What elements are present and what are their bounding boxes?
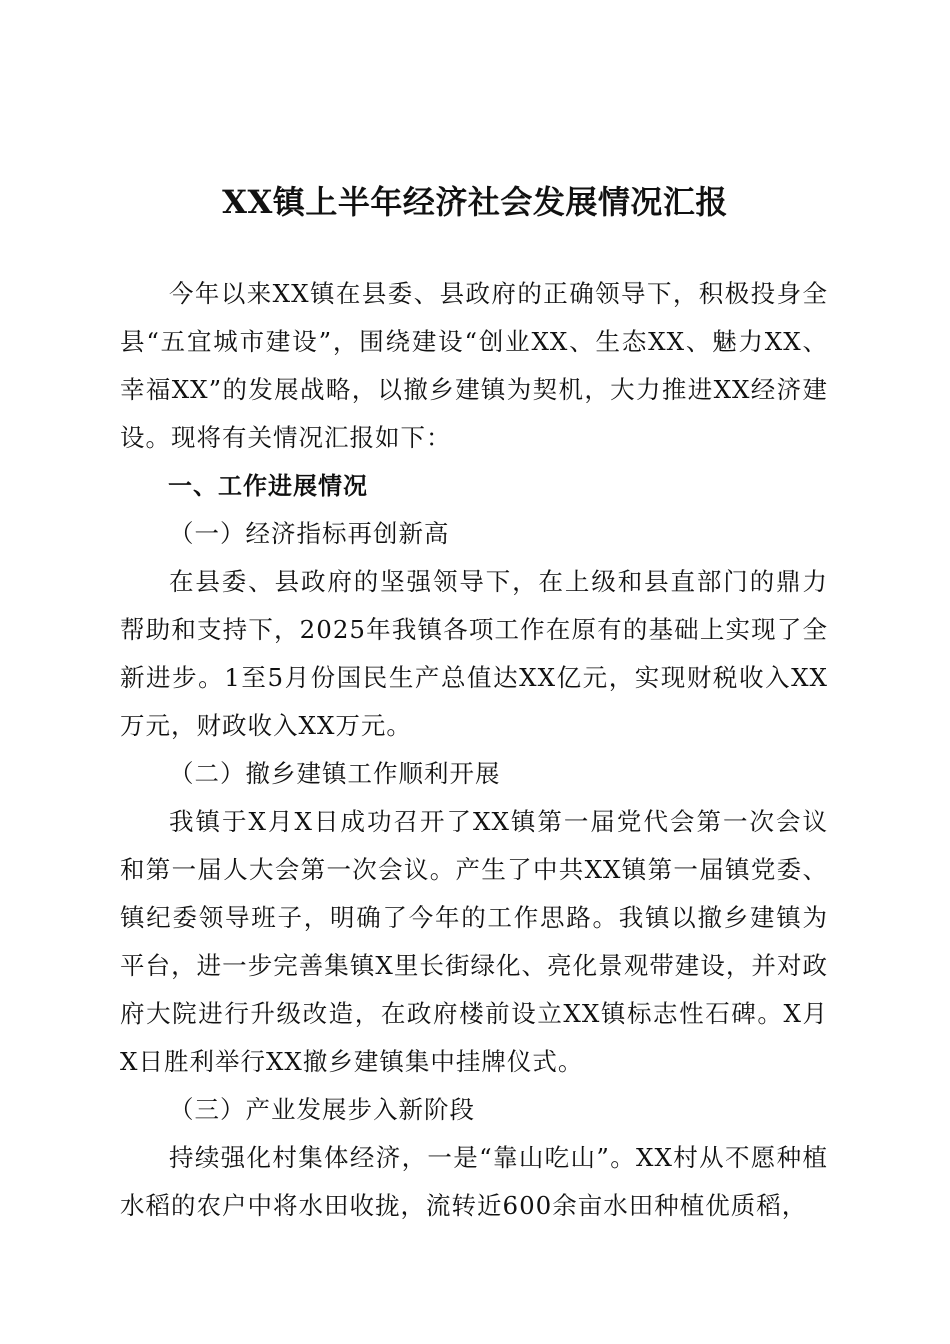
document-title: XX镇上半年经济社会发展情况汇报 xyxy=(222,183,728,221)
document-body xyxy=(120,270,828,1230)
subsection-heading-3: （三）产业发展步入新阶段 xyxy=(169,1095,475,1124)
subsection-paragraph-2: 我镇于X月X日成功召开了XX镇第一届党代会第一次会议和第一届人大会第一次会议。产生了中共XX镇第一届镇党委、镇纪委领导班子，明确了今年的工作思路。我镇以撤乡建镇为平台，进一步完善集镇X里长街绿化、亮化景观带建设，并对政府大院进行升级改造，在政府楼前设立XX镇标志性石碑。X月X日胜利举行XX撤乡建镇集中挂牌仪式。 xyxy=(120,807,828,1076)
intro-paragraph: 今年以来XX镇在县委、县政府的正确领导下，积极投身全县“五宜城市建设”，围绕建设“创业XX、生态XX、魅力XX、幸福XX”的发展战略，以撤乡建镇为契机，大力推进XX经济建设。现将有关情况汇报如下： xyxy=(120,279,828,452)
subsection-heading-2: （二）撤乡建镇工作顺利开展 xyxy=(169,759,501,788)
subsection-paragraph-1: 在县委、县政府的坚强领导下，在上级和县直部门的鼎力帮助和支持下，2025年我镇各项工作在原有的基础上实现了全新进步。1至5月份国民生产总值达XX亿元，实现财税收入XX万元，财政收入XX万元。 xyxy=(120,567,828,740)
subsection-heading-1: （一）经济指标再创新高 xyxy=(169,519,450,548)
subsection-paragraph-3: 持续强化村集体经济，一是“靠山吃山”。XX村从不愿种植水稻的农户中将水田收拢，流转近600余亩水田种植优质稻， xyxy=(120,1143,828,1220)
section-heading-1: 一、工作进展情况 xyxy=(168,472,368,500)
